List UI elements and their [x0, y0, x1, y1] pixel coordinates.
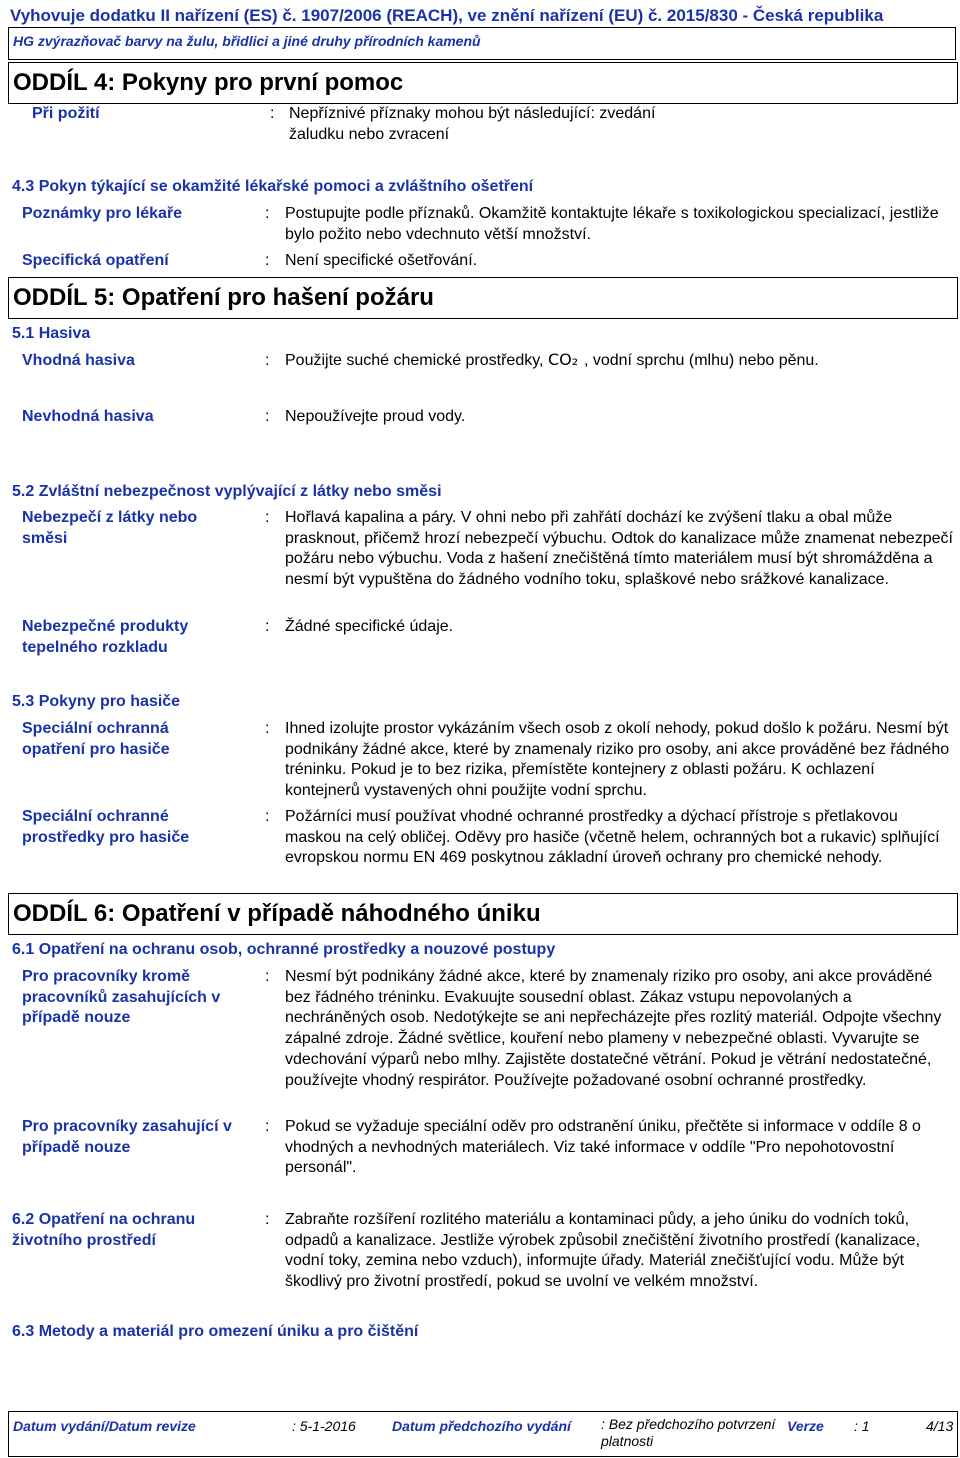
decomposition-products-text: Žádné specifické údaje.: [285, 618, 454, 635]
subsection-5-1-title: 5.1 Hasiva: [12, 325, 91, 342]
issue-date-value: : 5-1-2016: [292, 1418, 356, 1434]
colon: :: [270, 105, 275, 122]
ingestion-text: Nepříznivé příznaky mohou být následující: zvedání žaludku nebo zvracení: [289, 105, 656, 143]
firefighter-measures-label: Speciální ochranná opatření pro hasiče: [22, 720, 170, 758]
substance-hazards-label: Nebezpečí z látky nebo směsi: [22, 509, 198, 547]
decomposition-products-label: Nebezpečné produkty tepelného rozkladu: [22, 618, 189, 656]
substance-hazards-text: Hořlavá kapalina a páry. V ohni nebo při zahřátí dochází ke zvýšení tlaku a obal může prasknout, přičemž hrozí nebezpečí výbuchu. Odtok do kanalizace může znamenat nebezpečí požáru nebo výbuchu. Voda z hašení znečištěná tímto materiálem musí být shromážděna a nesmí být vypuštěna do žádného vodního toku, splaškové nebo srážkové kanalizace.: [285, 509, 953, 589]
version-label: Verze: [787, 1418, 824, 1434]
section-5-heading-box: [8, 277, 958, 319]
colon: :: [265, 408, 270, 425]
issue-date-label: Datum vydání/Datum revize: [13, 1418, 196, 1434]
previous-issue-value: : Bez předchozího potvrzení platnosti: [601, 1416, 776, 1449]
doctor-notes-text: Postupujte podle příznaků. Okamžitě kontaktujte lékaře s toxikologickou specializací, jestliže bylo požito nebo vdechnuto větší množství.: [285, 205, 939, 243]
unsuitable-media-text: Nepoužívejte proud vody.: [285, 408, 466, 425]
firefighter-equipment-label: Speciální ochranné prostředky pro hasiče: [22, 808, 190, 846]
section-6-heading-box: [8, 893, 958, 935]
co2-formula-text: CO₂: [547, 351, 579, 367]
subsection-5-2-title: 5.2 Zvláštní nebezpečnost vyplývající z látky nebo směsi: [12, 483, 442, 500]
colon: :: [265, 509, 270, 526]
colon: :: [265, 1211, 270, 1228]
subsection-6-2-title: 6.2 Opatření na ochranu životního prostředí: [12, 1211, 196, 1249]
specific-measures-text: Není specifické ošetřování.: [285, 252, 478, 269]
unsuitable-media-label: Nevhodná hasiva: [22, 408, 154, 425]
product-name: HG zvýrazňovač barvy na žulu, břidlici a jiné druhy přírodních kamenů: [13, 33, 481, 49]
document-header-title: Vyhovuje dodatku II nařízení (ES) č. 1907/2006 (REACH), ve znění nařízení (EU) č. 2015/830 - Česká republika: [10, 6, 884, 25]
subsection-4-3-title: 4.3 Pokyn týkající se okamžité lékařské pomoci a zvláštního ošetření: [12, 178, 534, 195]
subsection-6-1-title: 6.1 Opatření na ochranu osob, ochranné prostředky a nouzové postupy: [12, 941, 556, 958]
page-number: 4/13: [926, 1418, 954, 1434]
version-value: : 1: [854, 1418, 870, 1434]
firefighter-equipment-text: Požárníci musí používat vhodné ochranné prostředky a dýchací přístroje s přetlakovou maskou na celý obličej. Oděvy pro hasiče (včetně helem, ochranných bot a rukavic) splňující evropskou normu EN 469 poskytnou základní úroveň ochrany pro chemické nehody.: [285, 808, 940, 867]
firefighter-measures-text: Ihned izolujte prostor vykázáním všech osob z okolí nehody, pokud došlo k požáru. Nesmí být podnikány žádné akce, které by znamenaly riziko pro osoby, ani akce prováděné bez řádného tréninku. Pokud je to bez rizika, přemístěte kontejnery z oblasti požáru. K ochlazení kontejnerů vystavených ohni použijte vodní sprchu.: [285, 720, 950, 800]
colon: :: [265, 808, 270, 825]
product-name-box: [8, 27, 956, 60]
suitable-media-text-end: , vodní sprchu (mlhu) nebo pěnu.: [583, 352, 819, 369]
suitable-media-text: [285, 351, 953, 372]
previous-issue-label: Datum předchozího vydání: [392, 1418, 571, 1434]
environmental-precautions-text: Zabraňte rozšíření rozlitého materiálu a kontaminaci půdy, a jeho úniku do vodních toků, odpadů a kanalizace. Jestliže výrobek způsobil znečištění životního prostředí (kanalizace, vodní toky, zemina nebo vzduch), informujte úřady. Materiál znečišťující vodu. Může být škodlivý pro životní prostředí, pokud se uvolní ve velkém množství.: [285, 1211, 921, 1291]
emergency-responders-text: Pokud se vyžaduje speciální oděv pro odstranění úniku, přečtěte si informace v oddíle 8 o vhodných a nevhodných materiálech. Viz také informace v oddíle "Pro nepohotovostní personál".: [285, 1118, 921, 1177]
suitable-media-label: Vhodná hasiva: [22, 352, 135, 369]
section-5-title: ODDÍL 5: Opatření pro hašení požáru: [13, 284, 434, 311]
page-footer: [8, 1411, 958, 1457]
section-6-title: ODDÍL 6: Opatření v případě náhodného úniku: [13, 900, 541, 927]
suitable-media-text-start: Použijte suché chemické prostředky,: [285, 352, 544, 369]
doctor-notes-label: Poznámky pro lékaře: [22, 205, 183, 222]
colon: :: [265, 618, 270, 635]
section-4-title: ODDÍL 4: Pokyny pro první pomoc: [13, 69, 404, 96]
colon: :: [265, 252, 270, 269]
emergency-responders-label: Pro pracovníky zasahující v případě nouze: [22, 1118, 232, 1156]
section-4-heading-box: [8, 62, 958, 104]
colon: :: [265, 205, 270, 222]
subsection-6-3-title: 6.3 Metody a materiál pro omezení úniku a pro čištění: [12, 1323, 419, 1340]
subsection-5-3-title: 5.3 Pokyny pro hasiče: [12, 693, 181, 710]
colon: :: [265, 720, 270, 737]
non-emergency-personnel-label: Pro pracovníky kromě pracovníků zasahujících v případě nouze: [22, 968, 221, 1027]
colon: :: [265, 968, 270, 985]
co2-formula-graphic: [548, 351, 584, 367]
specific-measures-label: Specifická opatření: [22, 252, 169, 269]
ingestion-label: Při požití: [32, 105, 100, 122]
colon: :: [265, 352, 270, 369]
non-emergency-personnel-text: Nesmí být podnikány žádné akce, které by znamenaly riziko pro osoby, ani akce prováděné bez řádného tréninku. Evakuujte sousední oblast. Zákaz vstupu nepovolaných a nechráněných osob. Nedotýkejte se ani nepřecházejte přes rozlitý materiál. Odpojte všechny zápalné zdroje. Žádné světlice, kouření nebo plameny v nebezpečné oblasti. Vyvarujte se vdechování výparů nebo mlhy. Zajistěte dostatečné větrání. Pokud je větrání nedostatečné, používejte vhodný respirátor. Používejte požadované osobní ochranné prostředky.: [285, 968, 942, 1089]
colon: :: [265, 1118, 270, 1135]
